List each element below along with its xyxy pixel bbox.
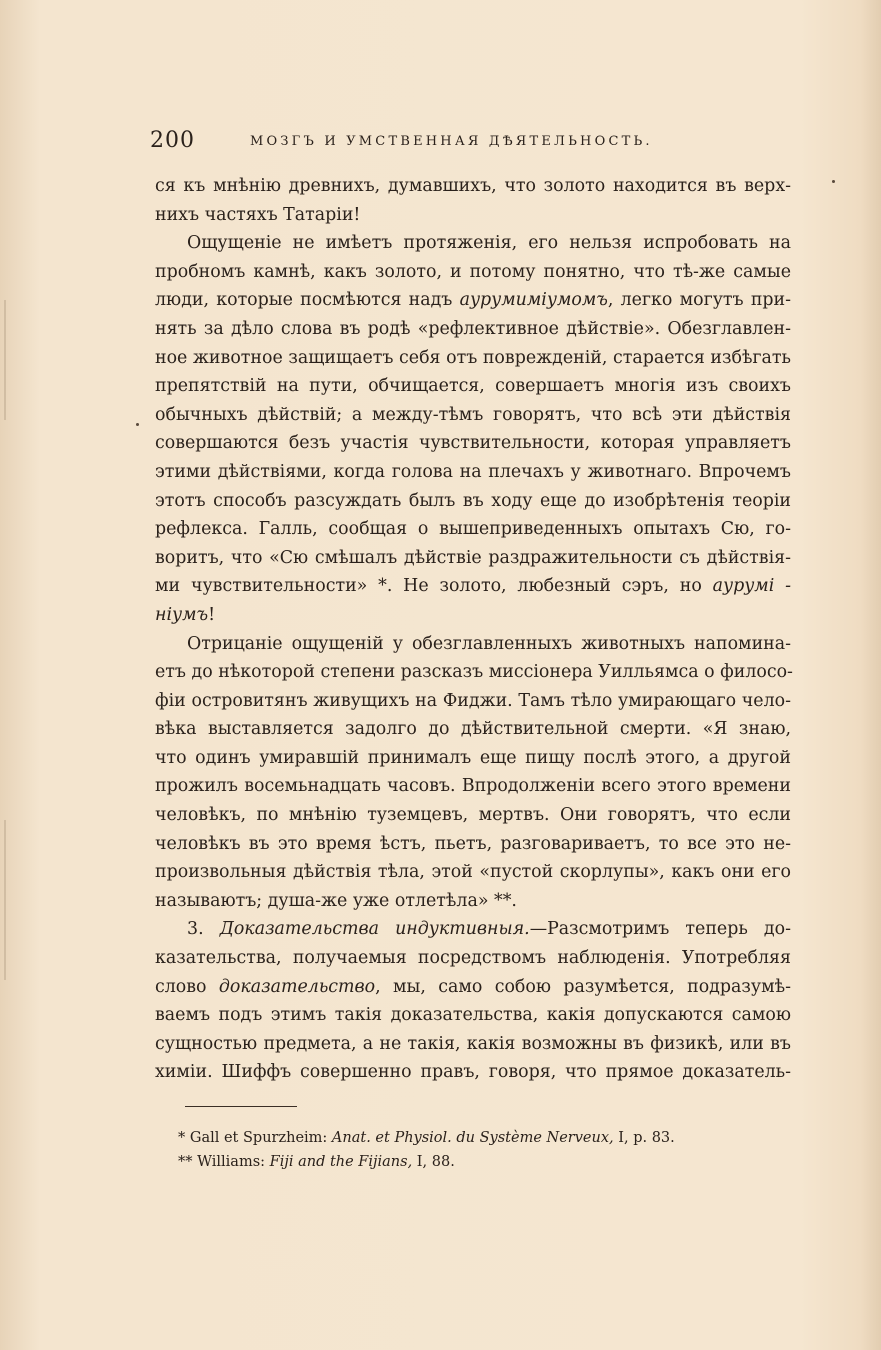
text-line: ное животное защищаетъ себя отъ поврежденій, старается избѣгать [155, 347, 791, 368]
text-line [155, 286, 791, 315]
paragraph [155, 915, 791, 1087]
text-line: ся къ мнѣнію древнихъ, думавшихъ, что золото находится въ верх- [155, 176, 791, 196]
footnote-rule [185, 1106, 297, 1107]
text-line: Ощущеніе не имѣетъ протяженія, его нельзя испробовать на [187, 233, 791, 254]
page-number: 200 [150, 128, 195, 153]
section-heading: Доказательства индуктивныя. [219, 919, 530, 940]
footnote-ref: I, p. 83. [613, 1130, 675, 1146]
spine-shadow [4, 820, 6, 980]
text-line: что одинъ умиравшій принималъ еще пищу послѣ этого, а другой [155, 747, 791, 768]
text-line [155, 973, 791, 1002]
text-line: препятствій на пути, обчищается, совершаетъ многія изъ своихъ [155, 376, 791, 397]
spine-shadow [4, 300, 6, 420]
text-run: , легко могутъ при- [607, 290, 792, 311]
text-line: прожилъ восемьнадцать часовъ. Впродолженіи всего этого времени [155, 776, 791, 797]
text-line: рефлекса. Галль, сообщая о вышеприведенныхъ опытахъ Сю, го- [155, 519, 791, 540]
text-line: воритъ, что «Сю смѣшалъ дѣйствіе раздражительности съ дѣйствія- [155, 547, 791, 568]
text-line: казательства, получаемыя посредствомъ наблюденія. Употребляя [155, 948, 791, 969]
text-run: ми чувствительности» *. Не золото, любезный сэръ, но [155, 576, 713, 597]
text-line: этотъ способъ разсуждать былъ въ ходу еще до изобрѣтенія теоріи [155, 490, 791, 511]
text-line: нихъ частяхъ Татаріи! [155, 204, 361, 225]
text-run: ! [208, 604, 216, 625]
italic-term: аурумиміумомъ [459, 290, 608, 311]
text-line: называютъ; душа-же уже отлетѣла» **. [155, 890, 517, 911]
footnote-author: * Gall et Spurzheim: [178, 1130, 332, 1146]
text-run: —Разсмотримъ теперь до- [529, 919, 791, 940]
italic-term: ніумъ [155, 604, 209, 625]
text-line: Отрицаніе ощущеній у обезглавленныхъ животныхъ напомина- [187, 633, 791, 654]
footnote-title: Fiji and the Fijians, [269, 1154, 413, 1170]
text-line: произвольныя дѣйствія тѣла, этой «пустой скорлупы», какъ они его [155, 862, 791, 883]
text-line: фіи островитянъ живущихъ на Фиджи. Тамъ тѣло умирающаго чело- [155, 690, 791, 711]
text-line: химіи. Шиффъ совершенно правъ, говоря, что прямое доказатель- [155, 1062, 791, 1083]
section-number: 3. [187, 919, 220, 940]
text-line: этими дѣйствіями, когда голова на плечахъ у животнаго. Впрочемъ [155, 461, 791, 482]
footnote-1 [178, 1126, 778, 1150]
text-line [155, 572, 791, 601]
text-line [155, 601, 791, 630]
page-header [150, 128, 690, 158]
text-run: люди, которые посмѣются надъ [155, 290, 460, 311]
text-line: совершаются безъ участія чувствительности, которая управляетъ [155, 433, 791, 454]
body-text [155, 172, 791, 1087]
paragraph [155, 172, 791, 229]
footnotes [178, 1126, 778, 1174]
text-line [155, 915, 791, 944]
running-title: МОЗГЪ И УМСТВЕННАЯ ДѢЯТЕЛЬНОСТЬ. [250, 134, 653, 149]
footnote-title: Anat. et Physiol. du Système Nerveux, [331, 1130, 614, 1146]
italic-term: аурумі - [712, 576, 791, 597]
paper-speck [832, 180, 835, 183]
text-line: человѣкъ въ это время ѣстъ, пьетъ, разговариваетъ, то все это не- [155, 833, 791, 854]
text-line: нять за дѣло слова въ родѣ «рефлективное дѣйствіе». Обезглавлен- [155, 318, 791, 339]
footnote-2 [178, 1150, 778, 1174]
italic-term: доказательство [218, 976, 376, 997]
text-run: , мы, само собою разумѣется, подразумѣ- [375, 976, 791, 997]
footnote-ref: I, 88. [412, 1154, 455, 1170]
text-run: слово [155, 976, 219, 997]
paragraph [155, 229, 791, 629]
footnote-author: ** Williams: [178, 1154, 270, 1170]
text-line: человѣкъ, по мнѣнію туземцевъ, мертвъ. Они говорятъ, что если [155, 805, 791, 826]
paper-speck [136, 423, 139, 426]
text-line: пробномъ камнѣ, какъ золото, и потому понятно, что тѣ-же самые [155, 261, 791, 282]
text-line: сущностью предмета, а не такія, какія возможны въ физикѣ, или въ [155, 1033, 791, 1054]
text-line: вѣка выставляется задолго до дѣйствительной смерти. «Я знаю, [155, 719, 791, 740]
paragraph [155, 630, 791, 916]
text-line: етъ до нѣкоторой степени разсказъ миссіонера Уилльямса о филосо- [155, 662, 793, 683]
text-line: ваемъ подъ этимъ такія доказательства, какія допускаются самою [155, 1005, 791, 1026]
text-line: обычныхъ дѣйствій; а между-тѣмъ говорятъ, что всѣ эти дѣйствія [155, 404, 791, 425]
